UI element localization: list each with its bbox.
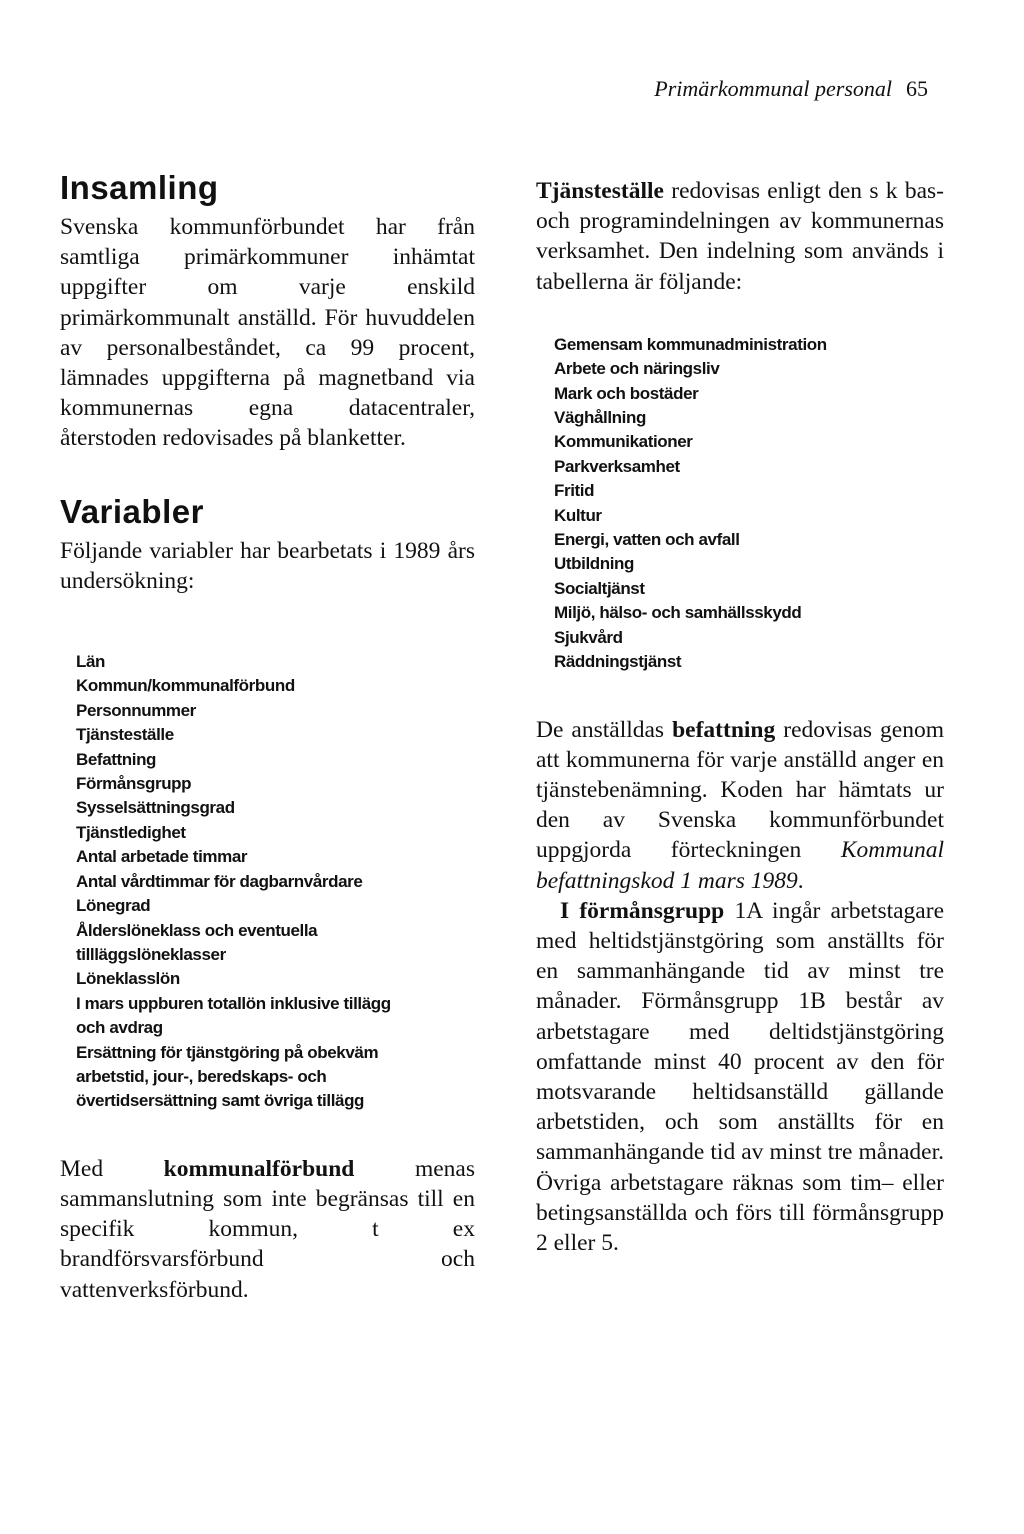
spacer bbox=[536, 675, 944, 715]
list-item: Personnummer bbox=[76, 700, 196, 720]
list-item: Antal arbetade timmar bbox=[76, 847, 248, 867]
kommunalforbund-term: kommunalförbund bbox=[163, 1155, 355, 1182]
befattning-mid: redovisas genom att kommunerna för varje anställd anger en tjänstebenämning. Koden har hämtats ur den av Svenska kommunförbundet uppgjorda förteckningen bbox=[536, 716, 944, 864]
list-item: Sjukvård bbox=[554, 627, 623, 647]
list-item: Kultur bbox=[554, 505, 602, 525]
list-item: Ersättning för tjänstgöring på obekväm arbetstid, jour-, beredskaps- och övertidsersättning samt övriga tillägg bbox=[76, 1042, 379, 1111]
list-item: Ålderslöneklass och eventuella tillläggslöneklasser bbox=[76, 920, 318, 964]
tjanstestalle-term: Tjänsteställe bbox=[536, 178, 664, 204]
list-item: Kommunikationer bbox=[554, 432, 693, 452]
list-item: Kommun/kommunalförbund bbox=[76, 676, 295, 696]
right-column bbox=[536, 176, 944, 1258]
list-item: Tjänstledighet bbox=[76, 822, 186, 842]
list-item: Sysselsättningsgrad bbox=[76, 798, 235, 818]
formansgrupp-post: 1A ingår arbetstagare med heltidstjänstgöring som anställts för en sammanhängande tid av minst tre månader. Förmånsgrupp 1B består av arbetstagare med deltidstjänstgöring omfattande minst 40 procent av den för motsvarande heltidsanställd gällande arbetstiden, och som anställts för en sammanhängande tid av minst tre månader. Övriga arbetstagare räknas som tim– eller betingsanställda och förs till förmånsgrupp 2 eller 5. bbox=[536, 897, 944, 1256]
list-item: Gemensam kommunadministration bbox=[554, 334, 827, 354]
tjanstestalle-paragraph bbox=[536, 176, 944, 297]
list-item: Fritid bbox=[554, 481, 595, 501]
list-item: I mars uppburen totallön inklusive tillägg och avdrag bbox=[76, 993, 391, 1038]
formansgrupp-paragraph bbox=[536, 896, 944, 1258]
list-item: Län bbox=[76, 652, 106, 672]
list-item: Tjänsteställe bbox=[76, 725, 174, 745]
kommunalforbund-paragraph bbox=[60, 1154, 475, 1305]
list-item: Väghållning bbox=[554, 408, 646, 428]
page-number: 65 bbox=[906, 76, 928, 101]
running-header bbox=[654, 76, 928, 102]
list-item: Energi, vatten och avfall bbox=[554, 530, 740, 550]
header-title: Primärkommunal personal bbox=[654, 76, 892, 101]
variable-list bbox=[76, 650, 456, 1114]
heading-insamling: Insamling bbox=[60, 169, 219, 206]
section-gap bbox=[60, 454, 475, 492]
list-item: Parkverksamhet bbox=[554, 456, 680, 476]
befattning-paragraph bbox=[536, 715, 944, 896]
kommunalforbund-post: menas sammanslutning som inte begränsas till en specifik kommun, t ex brandförsvarsförbund och vattenverksförbund. bbox=[60, 1155, 475, 1303]
formansgrupp-term: I förmånsgrupp bbox=[560, 897, 725, 924]
list-item: Miljö, hälso- och samhällsskydd bbox=[554, 603, 802, 623]
befattning-post: . bbox=[797, 867, 804, 894]
tjanstestalle-post: redovisas enligt den s k bas- och programindelningen av kommunernas verksamhet. Den indelning som används i tabellerna är följande: bbox=[536, 178, 944, 295]
list-item: Förmånsgrupp bbox=[76, 774, 192, 794]
spacer bbox=[60, 1114, 475, 1154]
befattning-term: befattning bbox=[672, 716, 776, 743]
list-item: Lönegrad bbox=[76, 896, 151, 916]
befattning-pre: De anställdas bbox=[536, 716, 673, 743]
insamling-paragraph: Svenska kommunförbundet har från samtliga primärkommuner inhämtat uppgifter om varje enskild primärkommunalt anställd. För huvuddelen av personalbeståndet, ca 99 procent, lämnades uppgifterna på magnetband via kommunernas egna datacentraler, återstoden redovisades på blanketter. bbox=[60, 214, 475, 452]
heading-variabler: Variabler bbox=[60, 492, 204, 530]
list-item: Befattning bbox=[76, 749, 157, 769]
left-column bbox=[60, 168, 475, 1305]
list-item: Utbildning bbox=[554, 554, 635, 574]
list-item: Socialtjänst bbox=[554, 578, 645, 598]
variabler-intro: Följande variabler har bearbetats i 1989 års undersökning: bbox=[60, 537, 475, 594]
list-item: Räddningstjänst bbox=[554, 652, 682, 672]
list-item: Antal vårdtimmar för dagbarnvårdare bbox=[76, 871, 363, 891]
tjanstestalle-list bbox=[554, 333, 944, 675]
list-item: Mark och bostäder bbox=[554, 383, 699, 403]
befattning-title: Kommunal befattningskod 1 mars 1989 bbox=[536, 837, 944, 894]
kommunalforbund-pre: Med bbox=[60, 1155, 164, 1182]
list-item: Löneklasslön bbox=[76, 969, 180, 989]
list-item: Arbete och näringsliv bbox=[554, 359, 720, 379]
